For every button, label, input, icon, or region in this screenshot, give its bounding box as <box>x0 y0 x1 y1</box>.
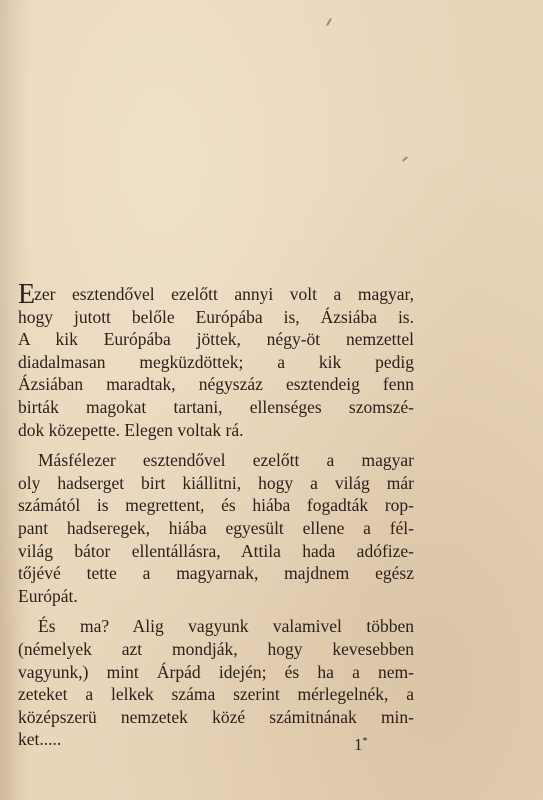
text-line: zeteket a lelkek száma szerint mérlegelnék, a <box>18 684 414 705</box>
text-line: középszerü nemzetek közé számitnának min- <box>18 706 414 727</box>
text-line: vagyunk,) mint Árpád idején; és ha a nem- <box>18 661 414 682</box>
text-line: Másfélezer esztendővel ezelőtt a magyar <box>38 450 414 471</box>
text-line: Európát. <box>18 585 78 606</box>
paragraph-2 <box>18 449 414 607</box>
text-line: ket..... <box>18 729 62 750</box>
text-line: A kik Európába jöttek, négy-öt nemzettel <box>18 329 414 350</box>
text-line: (némelyek azt mondják, hogy kevesebben <box>18 638 414 659</box>
page-text <box>18 279 414 751</box>
text-line: tőjévé tette a magyarnak, majdnem egész <box>18 563 414 584</box>
signature-star: * <box>362 736 368 747</box>
text-line: világ bátor ellentállásra, Attila hada adófize- <box>18 540 414 561</box>
text-line: oly hadserget birt kiállitni, hogy a világ már <box>18 472 414 493</box>
text-line: számától is megrettent, és hiába fogadták rop- <box>18 495 414 516</box>
signature-number: 1 <box>354 735 363 754</box>
paragraph-1 <box>18 279 414 441</box>
drop-cap: E <box>18 279 35 310</box>
page-speck <box>326 18 332 26</box>
paragraph-gap <box>18 607 414 615</box>
text-line: birták magokat tartani, ellenséges szomszé- <box>18 396 414 417</box>
paragraph-3 <box>18 615 414 751</box>
text-line: Ezer esztendővel ezelőtt annyi volt a magyar, <box>18 279 414 310</box>
text-line: Ázsiában maradtak, négyszáz esztendeig fenn <box>18 374 414 395</box>
text-line: hogy jutott belőle Európába is, Ázsiába is. <box>18 306 414 327</box>
text-line: diadalmasan megküzdöttek; a kik pedig <box>18 351 414 372</box>
signature-mark <box>354 735 368 755</box>
text-line: pant hadseregek, hiába egyesült ellene a fél- <box>18 517 414 538</box>
text-line: dok közepette. Elegen voltak rá. <box>18 419 244 440</box>
text-line: És ma? Alig vagyunk valamivel többen <box>38 616 414 637</box>
paragraph-gap <box>18 441 414 449</box>
page-speck <box>402 156 408 161</box>
